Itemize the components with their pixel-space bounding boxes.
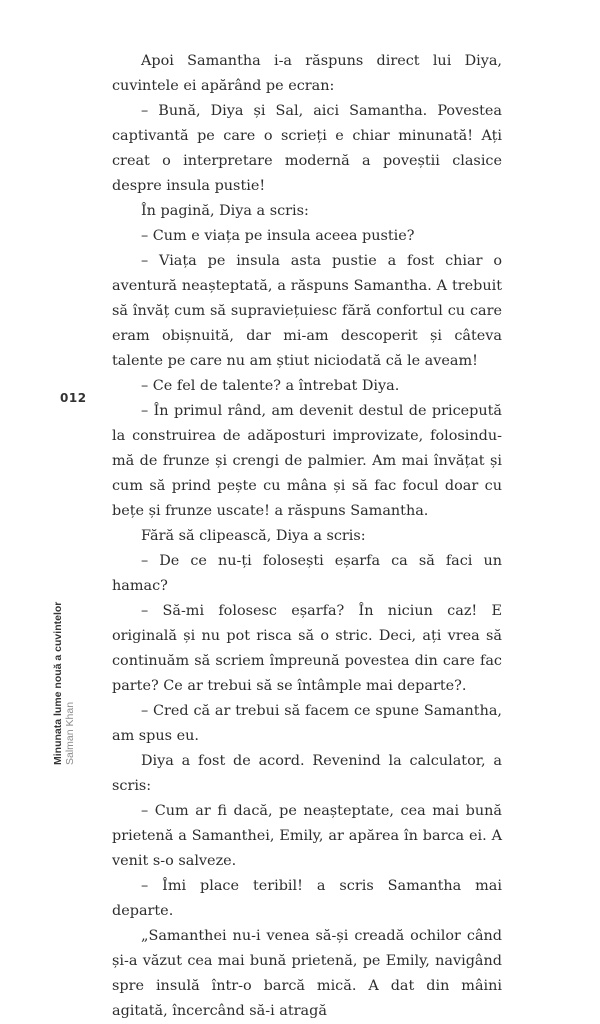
paragraph: În pagină, Diya a scris: [141, 203, 309, 219]
paragraph: Diya a fost de acord. Revenind la calculator, a scris: [112, 753, 502, 794]
running-footer [52, 565, 76, 765]
paragraph: Fără să clipească, Diya a scris: [141, 528, 366, 544]
paragraph: – De ce nu-ți folosești eșarfa ca să faci un hamac? [112, 553, 502, 594]
paragraph: – Cum e viața pe insula aceea pustie? [141, 228, 415, 244]
paragraph: – Cum ar fi dacă, pe neașteptate, cea mai bună prietenă a Samanthei, Emily, ar apărea în barca ei. A venit s-o salveze. [112, 803, 502, 869]
author-name: Salman Khan [64, 701, 76, 765]
paragraph: Apoi Samantha i-a răspuns direct lui Diya, cuvintele ei apărând pe ecran: [112, 53, 502, 94]
book-title: Minunata lume nouă a cuvintelor [52, 601, 64, 765]
paragraph: – Ce fel de talente? a întrebat Diya. [141, 378, 400, 394]
paragraph: – Bună, Diya și Sal, aici Samantha. Povestea captivantă pe care o scrieți e chiar minunată! Ați creat o interpretare modernă a poveștii clasice despre insula pustie! [112, 103, 502, 194]
paragraph: – Îmi place teribil! a scris Samantha mai departe. [112, 878, 502, 919]
paragraph: – Viața pe insula asta pustie a fost chiar o aventură neașteptată, a răspuns Samantha. A trebuit să învăț cum să supraviețuiesc fără confortul cu care eram obișnuită, dar mi-am descoperit și câteva talente pe care nu am știut niciodată că le aveam! [112, 253, 502, 369]
body-text [112, 49, 502, 1024]
paragraph: – În primul rând, am devenit destul de pricepută la construirea de adăposturi improvizate, folosindu-mă de frunze și crengi de palmier. Am mai învățat și cum să prind pește cu mâna și să fac focul doar cu bețe și frunze uscate! a răspuns Samantha. [112, 403, 502, 519]
paragraph: – Cred că ar trebui să facem ce spune Samantha, am spus eu. [112, 703, 502, 744]
paragraph: – Să-mi folosesc eșarfa? În niciun caz! E originală și nu pot risca să o stric. Deci, ați vrea să continuăm să scriem împreună povestea din care fac parte? Ce ar trebui să se întâmple mai departe?. [112, 603, 502, 694]
paragraph: „Samanthei nu-i venea să-și creadă ochilor când și-a văzut cea mai bună prietenă, pe Emily, navigând spre insulă într-o barcă mică. A dat din mâini agitată, încercând să-i atragă [112, 928, 502, 1019]
page-number: 012 [60, 391, 87, 405]
